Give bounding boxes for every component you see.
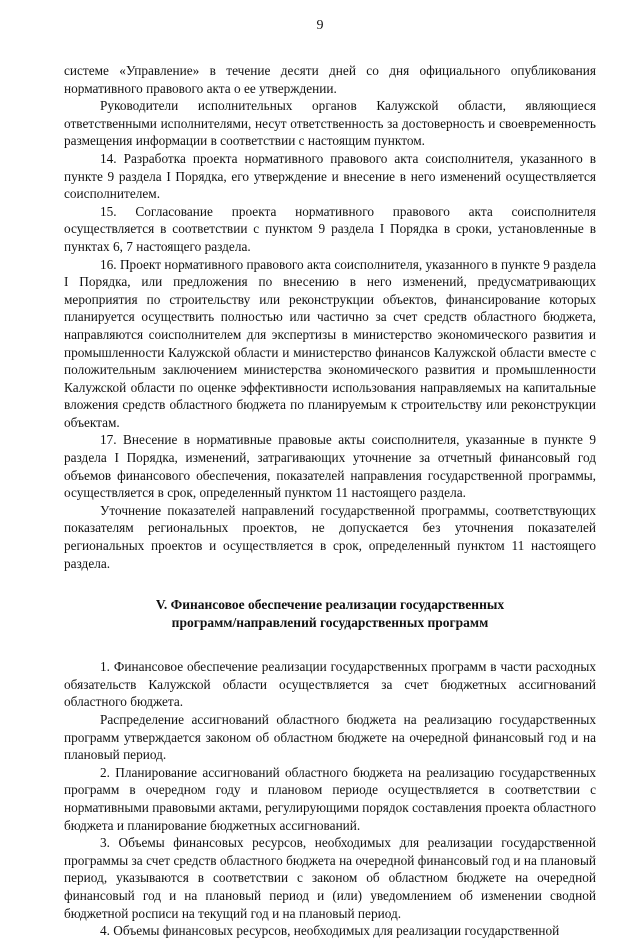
paragraph: 17. Внесение в нормативные правовые акты соисполнителя, указанные в пункте 9 раздела I Порядка, изменений, затрагивающих уточнение за отчетный финансовый год объемов финансового обеспечения, показателей направления государственной программы, осуществляется в срок, определенный пунктом 11 настоящего раздела. (64, 432, 596, 501)
paragraph: 3. Объемы финансовых ресурсов, необходимых для реализации государственной программы за счет средств областного бюджета на очередной финансовый год и на плановый период, указываются в соответствии с законом об областном бюджете на очередной финансовый год и на плановый период и (или) уведомлением об изменении сводной бюджетной росписи на текущий год и на плановый период. (64, 835, 596, 921)
paragraph: Руководители исполнительных органов Калужской области, являющиеся ответственными исполнителями, несут ответственность за достоверность и своевременность размещения информации в соответствии с настоящим пунктом. (64, 98, 596, 149)
paragraph: 14. Разработка проекта нормативного правового акта соисполнителя, указанного в пункте 9 раздела I Порядка, его утверждение и внесение в него изменений осуществляется соисполнителем. (64, 150, 596, 202)
paragraph: 1. Финансовое обеспечение реализации государственных программ в части расходных обязательств Калужской области осуществляется за счет бюджетных ассигнований областного бюджета. (64, 659, 596, 710)
page-number: 9 (316, 18, 324, 33)
section-heading (64, 596, 596, 632)
paragraph: системе «Управление» в течение десяти дней со дня официального опубликования нормативного правового акта о ее утверждении. (64, 63, 596, 96)
paragraph: 4. Объемы финансовых ресурсов, необходимых для реализации государственной (100, 923, 560, 939)
paragraph: 16. Проект нормативного правового акта соисполнителя, указанного в пункте 9 раздела I Порядка, или предложения по внесению в него изменений, предусматривающих мероприятия по строительству или реконструкции объектов, финансирование которых планируется осуществить полностью или частично за счет средств областного бюджета, направляются соисполнителем для экспертизы в министерство экономического развития и промышленности Калужской области и министерство финансов Калужской области вместе с положительным заключением министерства экономического развития и промышленности Калужской области по оценке эффективности использования направляемых на капитальные вложения средств областного бюджета по планируемым к строительству или реконструкции объектам. (64, 256, 596, 430)
paragraph: 2. Планирование ассигнований областного бюджета на реализацию государственных программ в очередном году и плановом периоде осуществляется в соответствии с нормативными правовыми актами, регулирующими порядок составления проекта областного бюджета и планирование бюджетных ассигнований. (64, 764, 596, 833)
document-body (64, 62, 596, 940)
section-heading-line: программ/направлений государственных программ (171, 615, 489, 631)
paragraph: 15. Согласование проекта нормативного правового акта соисполнителя осуществляется в соответствии с пунктом 9 раздела I Порядка в сроки, установленные в пунктах 6, 7 настоящего раздела. (64, 203, 596, 254)
paragraph: Распределение ассигнований областного бюджета на реализацию государственных программ утверждается законом об областном бюджете на очередной финансовый год и на плановый период. (64, 712, 596, 763)
paragraph: Уточнение показателей направлений государственной программы, соответствующих показателям региональных проектов, не допускается без уточнения показателей региональных проектов и осуществляется в срок, определенный пунктом 11 настоящего раздела. (64, 502, 596, 571)
section-heading-line: V. Финансовое обеспечение реализации государственных (155, 597, 505, 613)
